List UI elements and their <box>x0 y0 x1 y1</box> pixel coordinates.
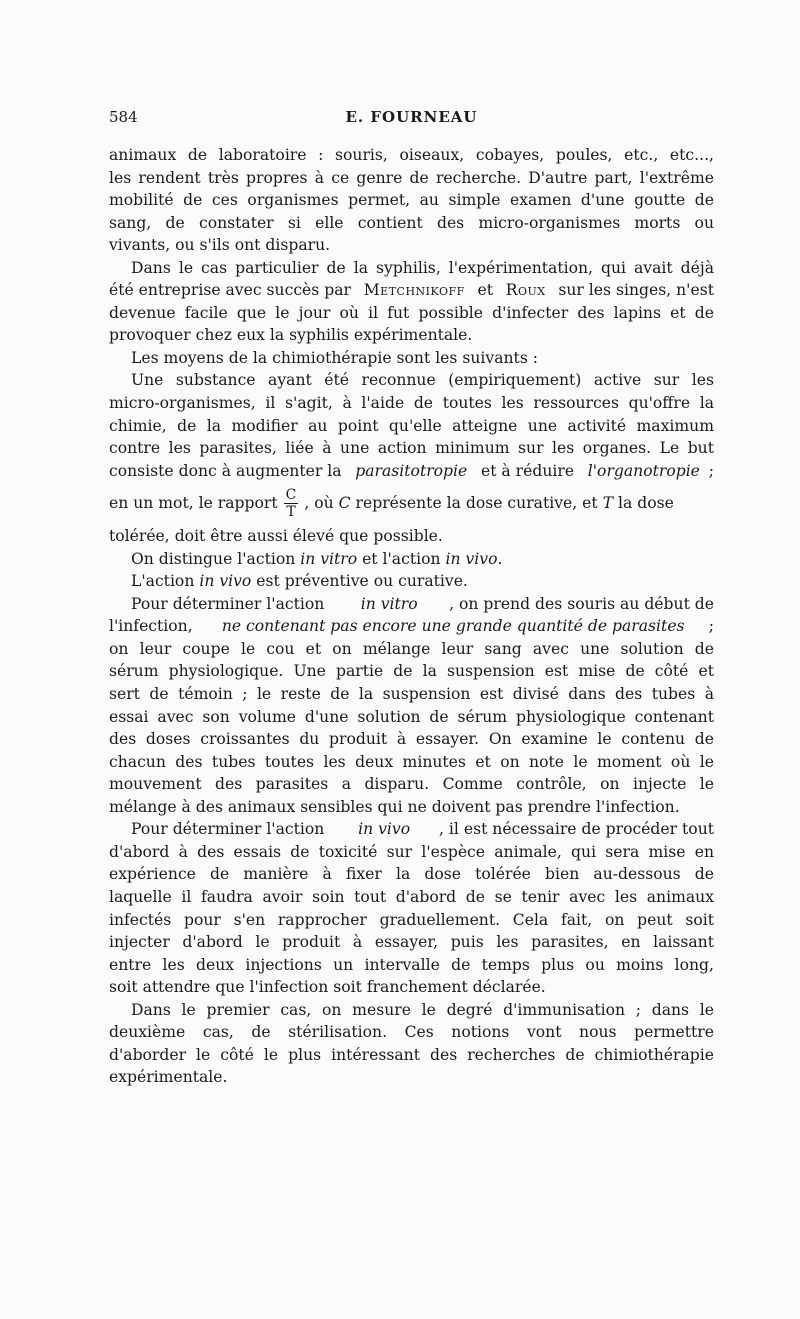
text-span: L'action <box>131 572 200 591</box>
term-in-vivo: in vivo <box>445 549 498 568</box>
text-line: expérience de manière à fixer la dose tolérée bien au-dessous de <box>109 865 714 884</box>
text-line <box>109 818 714 841</box>
italic-phrase: ne contenant pas encore une grande quantité de parasites <box>221 617 685 636</box>
text-span: et <box>472 281 498 300</box>
text-line: sang, de constater si elle contient des micro-organismes morts ou <box>109 213 714 232</box>
fraction-line-rest <box>304 482 714 525</box>
text-line: mobilité de ces organismes permet, au simple examen d'une goutte de <box>109 191 714 210</box>
text-line: les rendent très propres à ce genre de recherche. D'autre part, l'extrême <box>109 168 714 187</box>
paragraph-9 <box>109 999 714 1089</box>
text-span: , il est nécessaire de procéder tout <box>439 820 714 839</box>
text-line: essai avec son volume d'une solution de sérum physiologique contenant <box>109 707 714 726</box>
term-in-vitro: in vitro <box>300 549 358 568</box>
text-line: animaux de laboratoire : souris, oiseaux, cobayes, poules, etc., etc..., <box>109 146 714 164</box>
text-line: contre les parasites, liée à une action minimum sur les organes. Le but <box>109 439 714 458</box>
paragraph-5 <box>109 548 714 571</box>
text-line: laquelle il faudra avoir soin tout d'abord de se tenir avec les animaux <box>109 887 714 906</box>
paragraph-3: Les moyens de la chimiothérapie sont les suivants : <box>131 348 539 367</box>
author-roux: Roux <box>505 281 546 300</box>
text-line: expérimentale. <box>109 1068 228 1087</box>
text-span: ; <box>708 617 714 636</box>
text-line: injecter d'abord le produit à essayer, puis les parasites, en laissant <box>109 933 714 952</box>
text-line: d'aborder le côté le plus intéressant des recherches de chimiothérapie <box>109 1045 714 1064</box>
text-line: Dans le premier cas, on mesure le degré d'immunisation ; dans le <box>131 1000 714 1019</box>
text-span: été entreprise avec succès par <box>109 281 356 300</box>
author-metchnikoff: Metchnikoff <box>363 281 465 300</box>
text-line <box>109 593 714 616</box>
text-line: provoquer chez eux la syphilis expérimentale. <box>109 326 473 345</box>
text-line: deuxième cas, de stérilisation. Ces notions vont nous permettre <box>109 1023 714 1042</box>
text-span: et à réduire <box>476 461 580 480</box>
term-parasitotropie: parasitotropie <box>355 461 468 480</box>
paragraph-1 <box>109 144 714 257</box>
term-in-vivo: in vivo <box>358 820 411 839</box>
text-line: entre les deux injections un intervalle de temps plus ou moins long, <box>109 955 714 974</box>
term-in-vitro: in vitro <box>360 594 418 613</box>
text-span: l'infection, <box>109 617 198 636</box>
text-line: on leur coupe le cou et on mélange leur sang avec une solution de <box>109 639 714 658</box>
text-span: Pour déterminer l'action <box>131 820 330 839</box>
text-span: représente la dose curative, et <box>350 494 603 513</box>
text-line: Dans le cas particulier de la syphilis, l'expérimentation, qui avait déjà <box>131 258 714 277</box>
text-line: des doses croissantes du produit à essayer. On examine le contenu de <box>109 730 714 749</box>
text-line <box>109 460 714 483</box>
text-line: sérum physiologique. Une partie de la suspension est mise de côté et <box>109 662 714 681</box>
text-span: sur les singes, n'est <box>553 281 714 300</box>
text-line: soit attendre que l'infection soit franchement déclarée. <box>109 978 546 997</box>
text-span: On distingue l'action <box>131 549 301 568</box>
text-line: tolérée, doit être aussi élevé que possible. <box>109 527 443 546</box>
fraction-c-over-t <box>284 488 299 519</box>
body-text <box>109 144 714 1089</box>
variable-c: C <box>338 494 351 513</box>
text-span: , où <box>304 494 339 513</box>
page-header <box>109 108 714 134</box>
text-line <box>109 615 714 638</box>
paragraph-4 <box>109 369 714 547</box>
variable-t: T <box>602 494 614 513</box>
paragraph-6 <box>109 570 714 593</box>
text-span: . <box>497 549 503 568</box>
text-line: Une substance ayant été reconnue (empiriquement) active sur les <box>131 371 714 390</box>
paragraph-8 <box>109 818 714 998</box>
text-span: la dose <box>613 494 674 513</box>
paragraph-2 <box>109 257 714 347</box>
paragraph-7 <box>109 593 714 818</box>
fraction-denominator: T <box>286 504 296 521</box>
text-span: , on prend des souris au début de <box>449 594 714 613</box>
text-line: infectés pour s'en rapprocher graduellement. Cela fait, on peut soit <box>109 910 714 929</box>
text-line <box>109 279 714 302</box>
text-line: chimie, de la modifier au point qu'elle atteigne une activité maximum <box>109 416 714 435</box>
text-span: est préventive ou curative. <box>251 572 468 591</box>
text-line: d'abord à des essais de toxicité sur l'espèce animale, qui sera mise en <box>109 842 714 861</box>
text-line: chacun des tubes toutes les deux minutes et on note le moment où le <box>109 752 714 771</box>
text-line: sert de témoin ; le reste de la suspension est divisé dans des tubes à <box>109 685 714 704</box>
term-in-vivo: in vivo <box>199 572 252 591</box>
fraction-numerator: C <box>285 487 297 504</box>
text-line: micro-organismes, il s'agit, à l'aide de toutes les ressources qu'offre la <box>109 394 714 413</box>
text-span: ; <box>708 461 714 480</box>
running-title: E. FOURNEAU <box>345 108 478 126</box>
page-number: 584 <box>109 108 138 126</box>
text-span: et l'action <box>357 549 446 568</box>
text-span: consiste donc à augmenter la <box>109 461 347 480</box>
term-organotropie: l'organotropie <box>587 461 700 480</box>
fraction-line <box>109 482 714 525</box>
text-line: devenue facile que le jour où il fut possible d'infecter des lapins et de <box>109 303 714 322</box>
text-span: en un mot, le rapport <box>109 494 278 513</box>
text-line: mélange à des animaux sensibles qui ne doivent pas prendre l'infection. <box>109 797 680 816</box>
text-line: mouvement des parasites a disparu. Comme contrôle, on injecte le <box>109 775 714 794</box>
text-line: vivants, ou s'ils ont disparu. <box>109 236 331 255</box>
text-span: Pour déterminer l'action <box>131 594 330 613</box>
